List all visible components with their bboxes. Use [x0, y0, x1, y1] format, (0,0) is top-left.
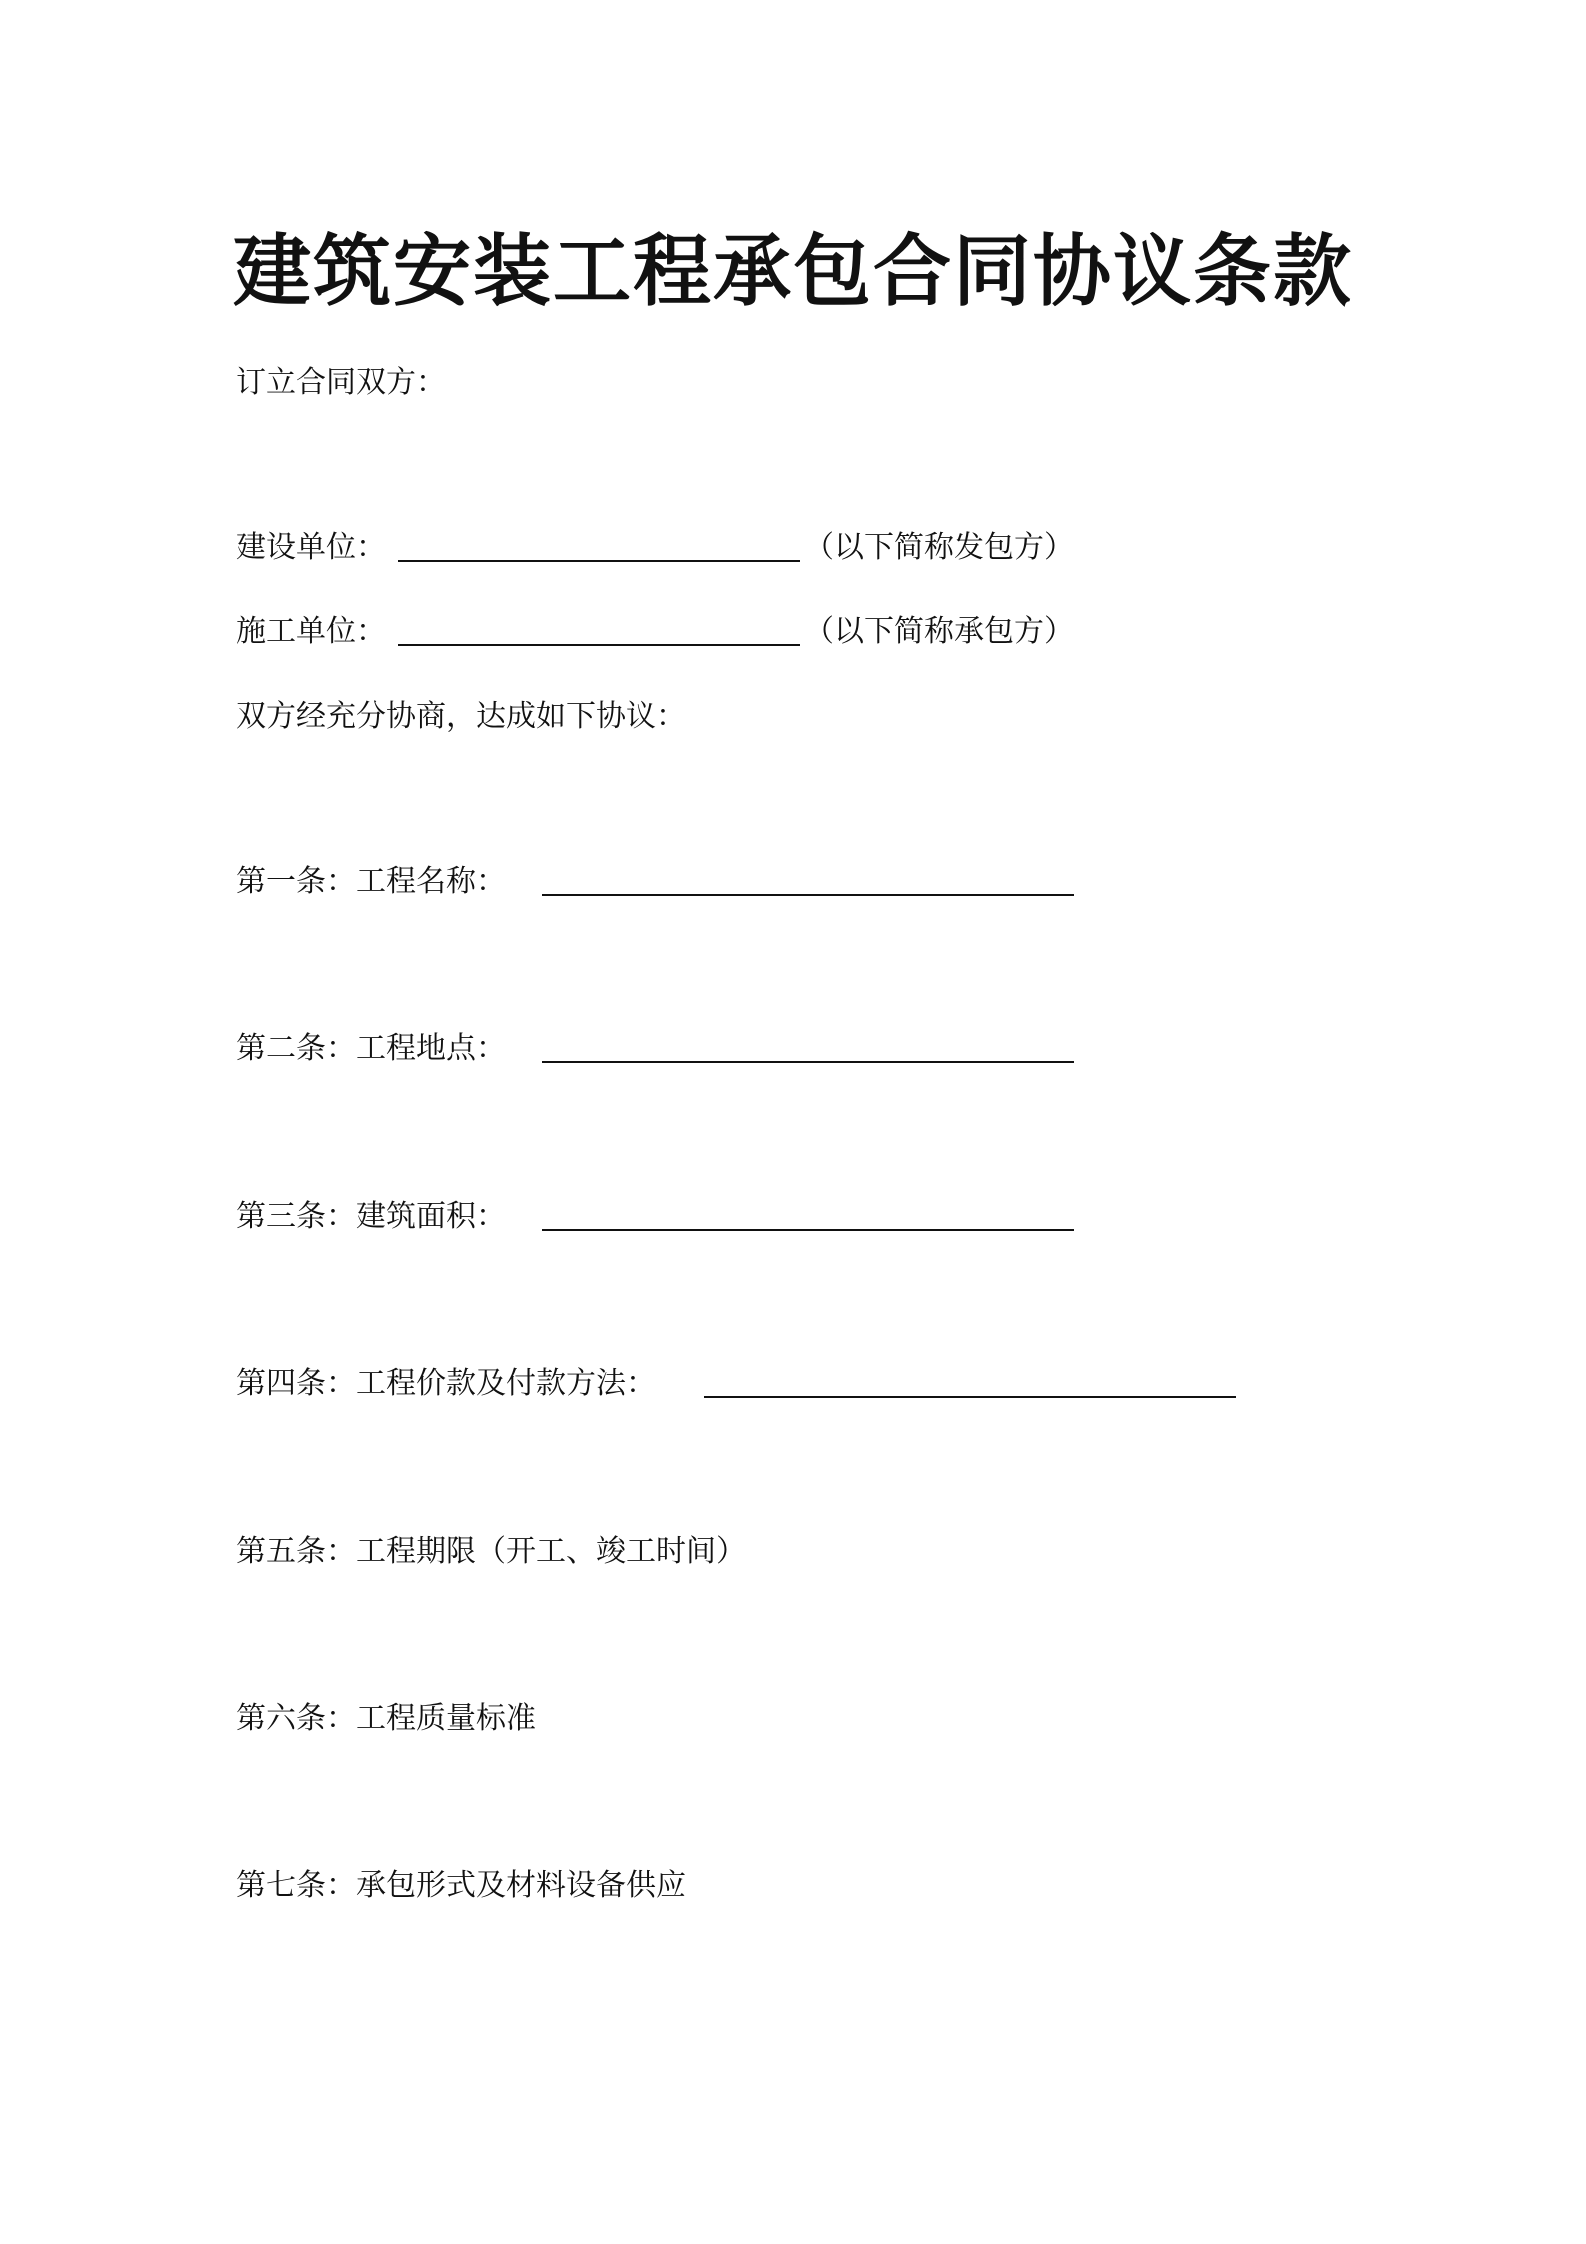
contractor-blank-line[interactable]: [398, 644, 800, 646]
owner-suffix: （以下简称发包方）: [804, 530, 1074, 565]
intro-text: 订立合同双方：: [236, 365, 446, 400]
article-2: 第二条：工程地点：: [236, 1031, 506, 1066]
article-2-blank-line[interactable]: [542, 1061, 1074, 1063]
agreement-text: 双方经充分协商，达成如下协议：: [236, 699, 686, 734]
owner-label: 建设单位：: [236, 530, 386, 565]
document-title: 建筑安装工程承包合同协议条款: [232, 226, 1353, 317]
article-3: 第三条：建筑面积：: [236, 1199, 506, 1234]
article-3-blank-line[interactable]: [542, 1229, 1074, 1231]
article-1-blank-line[interactable]: [542, 894, 1074, 896]
article-4-blank-line[interactable]: [704, 1396, 1236, 1398]
owner-blank-line[interactable]: [398, 560, 800, 562]
article-6: 第六条：工程质量标准: [236, 1701, 536, 1736]
article-4: 第四条：工程价款及付款方法：: [236, 1366, 656, 1401]
contractor-suffix: （以下简称承包方）: [804, 614, 1074, 649]
article-7: 第七条：承包形式及材料设备供应: [236, 1868, 686, 1903]
contractor-label: 施工单位：: [236, 614, 386, 649]
article-1: 第一条：工程名称：: [236, 864, 506, 899]
article-5: 第五条：工程期限（开工、竣工时间）: [236, 1534, 746, 1569]
